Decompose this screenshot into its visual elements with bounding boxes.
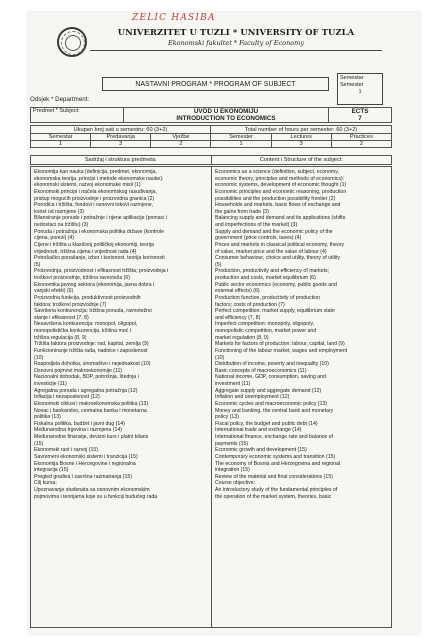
content-right-column (215, 169, 389, 500)
header-rule (90, 50, 382, 51)
content-title-row (30, 155, 392, 165)
content-line: Ekonomija kao nauka (definicija, predmet, ekonomija, (34, 169, 157, 175)
content-line: pojmovima i teorijama koje su u funkciji budućeg rada (34, 493, 158, 500)
content-line: Economic growth and development (15) (215, 447, 307, 454)
content-line: integration (15) (215, 467, 250, 474)
schedule-header: Lectures (271, 134, 331, 141)
content-line: vrijednosti, tržišna cijena i vrijednost rada (4) (34, 248, 137, 255)
content-line: Raspodjela dohotka, siromaštvo i nejednakost (10) (34, 361, 151, 368)
content-line: politika (13) (34, 414, 61, 421)
content-line: Markets for factors of production: labour, capital, land (9) (215, 341, 345, 348)
semester-box: Semestar Semester 1 (337, 73, 383, 105)
content-line: Ekonomski rast i razvoj (15) (34, 447, 98, 454)
content-line: Nesavršena konkurencija: monopol, oligopol, (34, 321, 138, 328)
content-line: Perfect competition: market supply, equilibrium state (215, 308, 335, 315)
schedule-value: 2 (151, 141, 211, 148)
ects-cell: ECTS 7 (329, 108, 392, 123)
content-line: Upoznavanje studenata sa osnovnim ekonomskim (34, 487, 150, 493)
subject-name: UVOD U EKONOMIJU INTRODUCTION TO ECONOMICS (124, 108, 329, 123)
content-line: Osnovni pojmovi makroekonomije (11) (34, 367, 123, 374)
content-line: Consumer behaviour, choice and utility, theory of utility (215, 255, 341, 262)
schedule-header: Practices (331, 134, 391, 141)
content-line: Economic cycles and macroeconomic policy (13) (215, 400, 328, 407)
content-line: Contemporary economic systems and transition (15) (215, 453, 336, 460)
content-line: Review of the material and final considerations (15) (215, 473, 333, 480)
content-line: monopolistic competition, market power and (215, 328, 317, 334)
content-line: investicije (11) (34, 381, 67, 387)
content-line: the gains from trade (3) (215, 208, 269, 215)
content-line: (5) (215, 261, 222, 268)
department-label: Odsjek * Department: (30, 96, 90, 103)
content-line: Households and markets, basic flows of exchange and (215, 202, 341, 209)
content-line: economic theory, principles and methods of economics): (215, 175, 345, 182)
content-line: Inflacija i nezaposlenost (12) (34, 394, 100, 401)
content-line: production and costs, market equilibrium (6) (215, 275, 316, 281)
content-line: Cijene i tržišta u klasičnoj političkoj ekonomiji, teorija (34, 241, 154, 248)
schedule-value: 1 (31, 141, 91, 148)
content-line: market regulation (8, 9) (215, 334, 269, 341)
program-title: NASTAVNI PROGRAM * PROGRAM OF SUBJECT (102, 77, 329, 91)
content-line: Economics as a science (definition, subject, economy, (215, 169, 339, 175)
content-line: troškovi proizvodnje, tržišna ravnoteža (6) (34, 275, 131, 281)
content-line: Tržišta faktora proizvodnje: rad, kapital, zemlja (9) (34, 341, 149, 348)
schedule-header: Semestar (31, 134, 91, 141)
content-line: Pregled gradiva i završna razmatranja (15) (34, 473, 133, 480)
content-title-right: Content i Structure of the subject: (211, 156, 392, 165)
content-line: ekonomski sistemi, razvoj ekonomske misli (1) (34, 182, 141, 189)
content-line: possibilities and the production possibility frontier (2) (215, 195, 336, 202)
content-columns (30, 166, 392, 628)
content-line: (15) (34, 440, 44, 447)
schedule-value: 1 (211, 141, 271, 148)
content-line: Supply and demand and the economic policy of the (215, 228, 333, 235)
content-line: Ekonomski principi i načela ekonomskog rasuđivanja, (34, 188, 157, 195)
content-line: and efficiency (7, 8) (215, 314, 261, 321)
content-line: Functioning of the labour market, wages and employment (215, 347, 348, 354)
content-line: integracija (15) (34, 467, 69, 474)
content-line: International trade and exchange (14) (215, 427, 302, 434)
schedule-header: Predavanja (91, 134, 151, 141)
content-line: Savremeni ekonomski sistemi i tranzicija (15) (34, 453, 138, 460)
content-line: Novac i bankarstvo, centralna banka i monetarna (34, 407, 147, 414)
content-line: the operation of the market system, theories, basic (215, 493, 332, 500)
schedule-table (30, 133, 392, 148)
content-line: Bilansiranje ponude i potražnje i njene aplikacije (pomaci i (34, 215, 167, 222)
column-divider (211, 167, 212, 627)
hours-bs: Ukupan broj sati u semestru: 60 (3+2) (31, 126, 211, 134)
handwritten-name: ZELIC HASIBA (132, 13, 216, 23)
content-line: Nacionalni dohodak, BDP, potrošnja, štednja i (34, 374, 139, 381)
content-line: Ekonomski ciklusi i makroekonomska politika (13) (34, 400, 149, 407)
content-line: Cilj kursa: (34, 480, 57, 487)
content-line: external effects) (6) (215, 288, 260, 295)
content-line: monopolistička konkurencija, tržišna moć i (34, 328, 131, 334)
content-line: (5) (34, 261, 41, 268)
content-line: The economy of Bosnia and Herzegovina and regional (215, 460, 341, 467)
content-line: Ekonomika javnog sektora (ekonomija, javna dobra i (34, 281, 155, 288)
content-line: Imperfect competition: monopoly, oligopoly, (215, 321, 314, 328)
content-line: policy (13) (215, 414, 239, 421)
content-line: ekonomska teorija, principi i metode ekonomske nauke): (34, 175, 164, 182)
content-line: Međunarodne finansije, devizni kurs i platni bilans (34, 434, 149, 440)
content-line: Basic concepts of macroeconomics (11) (215, 367, 307, 374)
faculty-name: Ekonomski fakultet * Faculty of Economy (167, 39, 305, 47)
content-line: Production, productivity and efficiency of markets; (215, 268, 330, 275)
university-seal-icon (57, 27, 87, 57)
schedule-value: 3 (91, 141, 151, 148)
content-line: Course objective: (215, 480, 256, 487)
content-line: Economic principles and economic reasoning, production (215, 188, 347, 195)
content-line: An introductory study of the fundamental principles of (215, 487, 338, 493)
content-line: Međunarodna trgovina i razmjena (14) (34, 427, 122, 434)
content-line: tržišna regulacija (8, 9) (34, 334, 87, 341)
content-line: International finance, exchange rate and balance of (215, 434, 333, 440)
content-line: Proizvodna funkcija, produktivnost proizvodnih (34, 294, 141, 301)
schedule-header: Semester (211, 134, 271, 141)
content-line: vanjski efekti) (6) (34, 288, 74, 295)
university-title: UNIVERZITET U TUZLI * UNIVERSITY OF TUZLA (117, 27, 355, 37)
content-line: of value, market price and the value of labour (4) (215, 248, 327, 255)
content-line: Fiskalna politika, budžet i javni dug (14) (34, 420, 125, 427)
content-line: (10) (34, 354, 44, 361)
content-left-column (34, 169, 208, 500)
content-line: factors; costs of production (7) (215, 301, 285, 308)
content-line: faktora; troškovi proizvodnje (7) (34, 301, 107, 308)
content-line: nedostaci na tržištu) (3) (34, 222, 89, 228)
content-line: payments (15) (215, 440, 249, 447)
content-line: cijena, porezi) (4) (34, 235, 75, 242)
schedule-header: Vježbe (151, 134, 211, 141)
content-line: investment (11) (215, 381, 251, 387)
content-line: (10) (215, 354, 225, 361)
subject-label: Predmet * Subject: (31, 108, 124, 123)
content-line: Agregatna ponuda i agregatna potražnja (12) (34, 387, 138, 394)
content-line: Prices and markets in classical political economy, theory (215, 241, 345, 248)
subject-table (30, 107, 392, 123)
content-line: and imperfections of the market) (3) (215, 222, 298, 228)
content-line: stanje i efikasnost (7, 8) (34, 314, 89, 321)
content-line: Potrošačko ponašanje, izbor i korisnost, teorija korisnosti (34, 255, 165, 262)
content-line: Savršena konkurencija: tržišna ponuda, ravnotežno (34, 308, 152, 315)
schedule-value: 3 (271, 141, 331, 148)
content-line: Funkcioniranje tržišta rada, nadnice i zaposlenost (34, 347, 148, 354)
content-line: korist od razmjene (3) (34, 208, 85, 215)
schedule-value: 2 (331, 141, 391, 148)
content-line: Public sector economics (economy, public goods and (215, 281, 337, 288)
content-line: Production function, productivity of production (215, 294, 320, 301)
content-line: government (price controls, taxes) (4) (215, 235, 302, 242)
content-line: Ponuda i potražnja i ekonomska politika države (kontrole (34, 228, 165, 235)
content-title-left: Sadržaj i struktura predmeta: (31, 156, 212, 165)
content-line: Fiscal policy, the budget and public debt (14) (215, 420, 318, 427)
content-line: Proizvodnja, proizvodnost i efikasnost tržišta; proizvodnja i (34, 268, 169, 275)
content-line: Inflation and unemployment (12) (215, 394, 290, 401)
content-line: economic systems, development of economic thought (1) (215, 182, 347, 189)
content-line: Distribution of income, poverty and inequality (10) (215, 361, 329, 368)
content-line: Balancing supply and demand and its applications (shifts (215, 215, 346, 222)
content-line: Money and banking, the central bank and monetary (215, 407, 334, 414)
content-line: National income, GDP, consumption, saving and (215, 374, 326, 381)
content-line: pristup mogućih proizvodnje i proizvodna granica (2) (34, 195, 155, 202)
content-line: Porodica i tržišta, fondovi i osnovni tokovi razmjene, (34, 202, 154, 209)
content-line: Ekonomija Bosne i Hercegovine i regionalna (34, 460, 136, 467)
hours-en: Total number of hours per semester: 60 (3+2) (211, 126, 392, 134)
content-line: Aggregate supply and aggregate demand (12) (215, 387, 322, 394)
